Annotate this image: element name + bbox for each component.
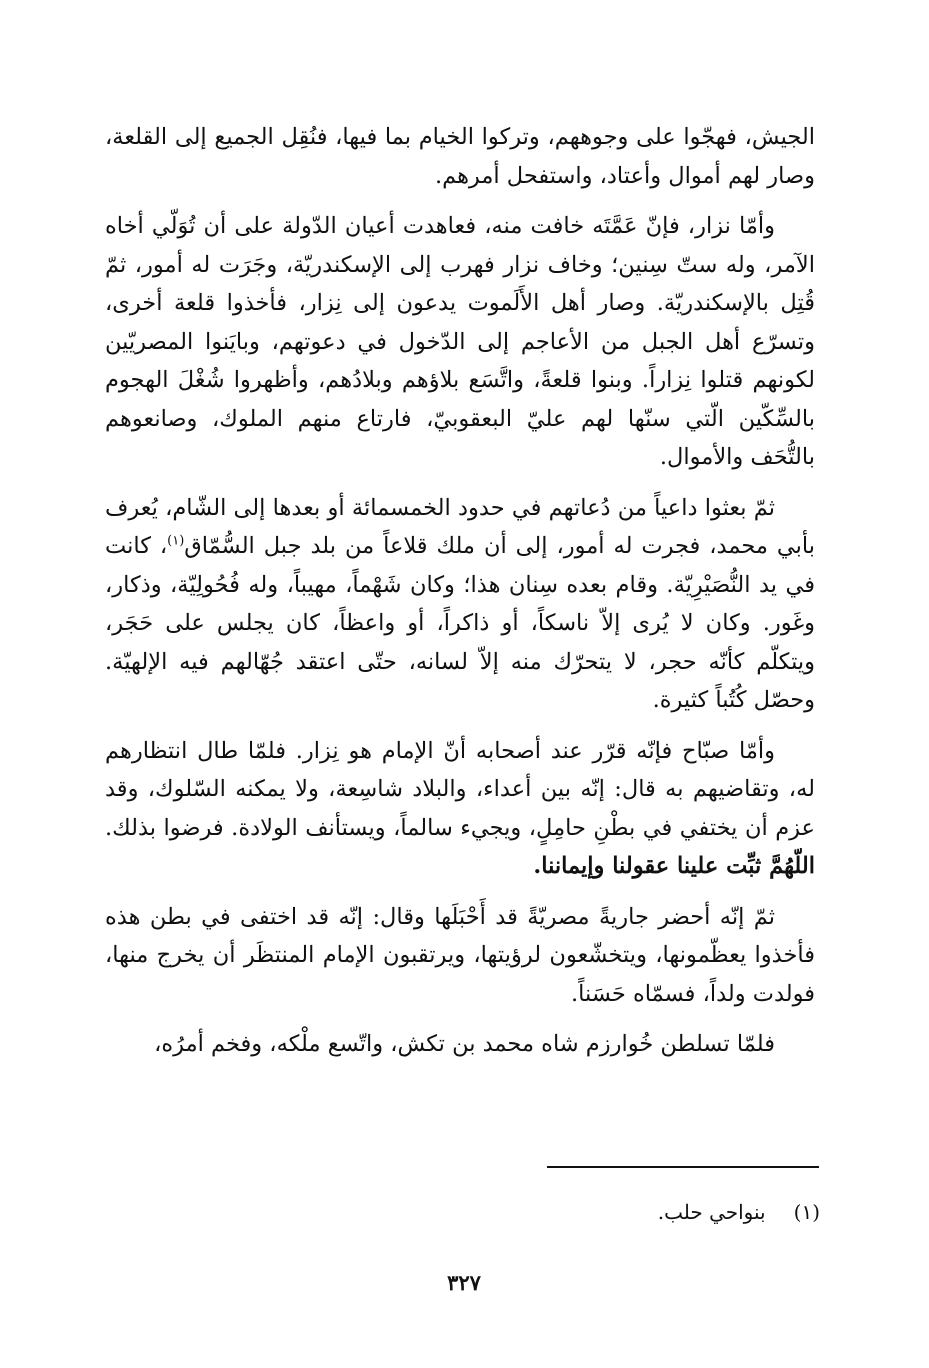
supplication-bold: اللّهُمَّ ثبِّت علينا عقولنا وإيماننا. [533,853,815,879]
paragraph-1-text: الجيش، فهجّوا على وجوههم، وتركوا الخيام بما فيها، فنُقِل الجميع إلى القلعة، وصار لهم أموال وأعتاد، واستفحل أمرهم. [105,124,815,189]
paragraph-3-text-end: ، كانت في يد النُّصَيْرِيّة. وقام بعده سِنان هذا؛ وكان شَهْماً، مهيباً، وله فُحُولِيّة، وذكار، وغَور. وكان لا يُرى إلاّ ناسكاً، أو ذاكراً، أو واعظاً، كان يجلس على حَجَر، ويتكلّم كأنّه حجر، لا يتحرّك منه إلاّ لسانه، حتّى اعتقد جُهّالهم فيه الإلهيّة. وحصّل كُتُباً كثيرة. [105,533,815,713]
paragraph-6 [105,1025,815,1064]
paragraph-5-text: ثمّ إنّه أحضر جاريةً مصريّةً قد أَحْبَلَها وقال: إنّه قد اختفى في بطن هذه فأخذوا يعظّمونها، ويتخشّعون لرؤيتها، ويرتقبون الإمام المنتظَر أن يخرج منها، فولدت ولداً، فسمّاه حَسَناً. [105,903,815,1007]
footnote-separator [547,1166,819,1168]
footnote-marker: (١) [167,533,185,549]
paragraph-2-text: وأمّا نزار، فإنّ عَمَّتَه خافت منه، فعاهدت أعيان الدّولة على أن تُوَلّي أخاه الآمر، وله ستّ سِنين؛ وخاف نزار فهرب إلى الإسكندريّة، وجَرَت له أمور، ثمّ قُتِل بالإسكندريّة. وصار أهل الأَلَموت يدعون إلى نِزار، فأخذوا قلعة أخرى، وتسرّع أهل الجبل من الأعاجم إلى الدّخول في دعوتهم، وبايَنوا المصريّين لكونهم قتلوا نِزاراً. وبنوا قلعةً، واتَّسَع بلاؤهم وبلادُهم، وأظهروا شُغْلَ الهجوم بالسِّكّين الّتي سنّها لهم عليّ البعقوبيّ، فارتاع منهم الملوك، وصانعوهم بالتُّحَف والأموال. [105,213,815,470]
paragraph-4-text: وأمّا صبّاح فإنّه قرّر عند أصحابه أنّ الإمام هو نِزار. فلمّا طال انتظارهم له، وتقاضيهم به قال: إنّه بين أعداء، والبلاد شاسِعة، ولا يمكنه السّلوك، وقد عزم أن يختفي في بطْنِ حامِلٍ، ويجيء سالماً، ويستأنف الولادة. فرضوا بذلك. [105,737,815,841]
main-text [105,118,815,1076]
footnote-text: بنواحي حلب. [657,1200,766,1224]
paragraph-2 [105,207,815,477]
footnote [520,1197,820,1227]
paragraph-5 [105,898,815,1014]
page-number: ٣٢٧ [447,1270,481,1295]
paragraph-6-text: فلمّا تسلطن خُوارزم شاه محمد بن تكش، واتّسع ملْكه، وفخم أمرُه، [154,1031,775,1057]
paragraph-3 [105,489,815,720]
paragraph-1 [105,118,815,195]
footnote-number: (١) [793,1200,820,1224]
paragraph-4 [105,732,815,886]
paragraph-3-text-start: ثمّ بعثوا داعياً من دُعاتهم في حدود الخمسمائة أو بعدها إلى الشّام، يُعرف بأبي محمد، فجرت له أمور، إلى أن ملك قلاعاً من بلد جبل السُّمّاق [105,494,815,559]
